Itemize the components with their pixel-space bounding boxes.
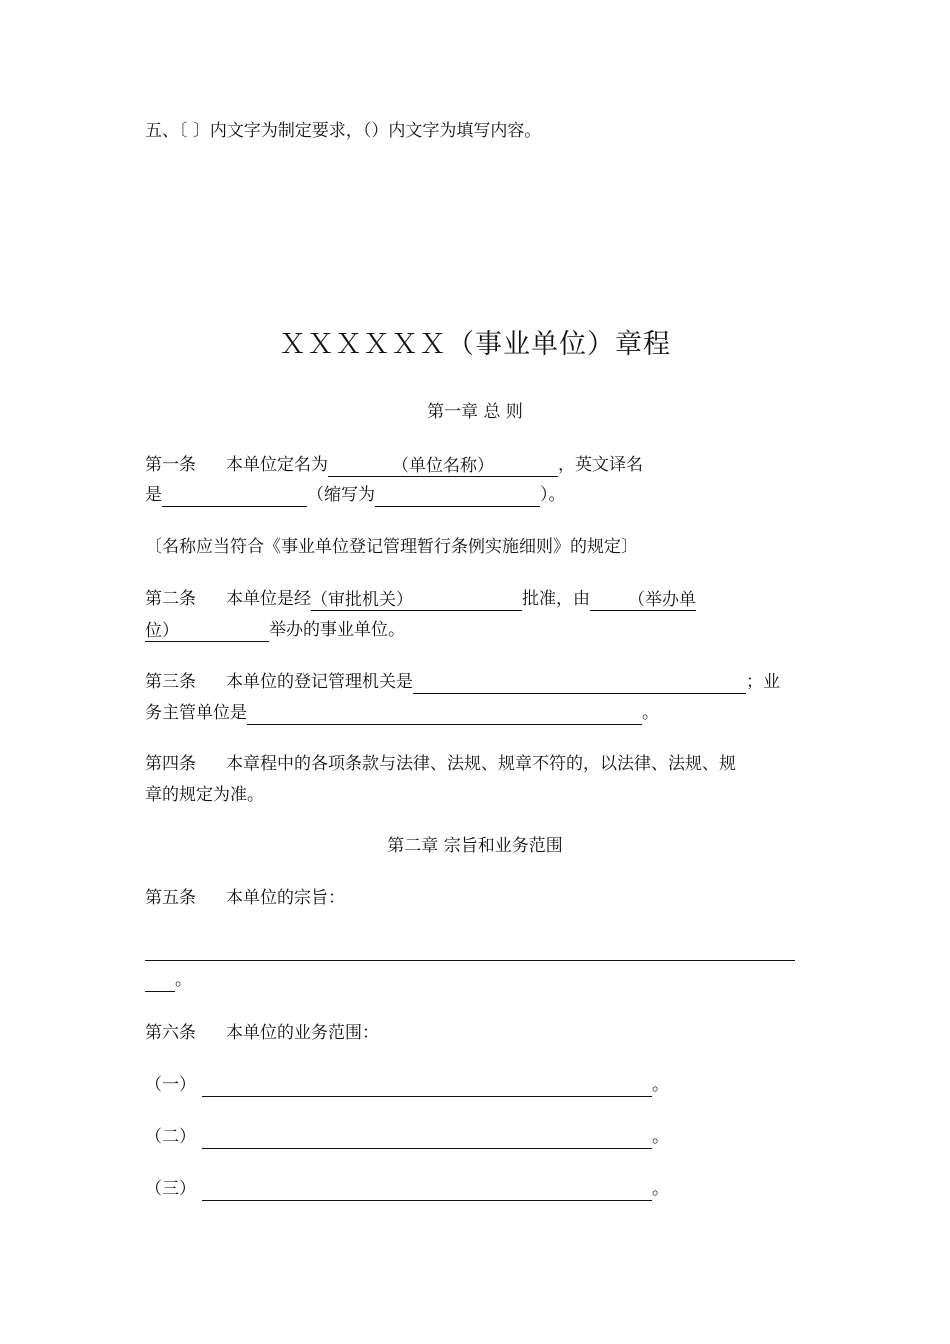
article-text: 本章程中的各项条款与法律、法规、规章不符的，以法律、法规、规 xyxy=(226,754,736,774)
unit-name-hint: （单位名称） xyxy=(392,456,494,476)
article-text: 。 xyxy=(652,1127,669,1147)
chapter-heading-2: 第二章 宗旨和业务范围 xyxy=(387,836,563,856)
sponsor-field-continued[interactable] xyxy=(145,619,269,642)
article-text: 本单位的业务范围： xyxy=(226,1023,379,1043)
instruction-note: 五、〔 〕内文字为制定要求，（）内文字为填写内容。 xyxy=(145,121,542,141)
article-number: 第六条 xyxy=(145,1023,196,1043)
purpose-field[interactable] xyxy=(145,960,795,961)
article-text: 本单位的登记管理机关是 xyxy=(226,672,413,692)
purpose-field-continued[interactable] xyxy=(145,969,175,992)
registration-authority-field[interactable] xyxy=(413,671,746,694)
approval-authority-hint: （审批机关） xyxy=(311,590,413,610)
english-name-field[interactable] xyxy=(162,484,307,507)
article-1-line-1 xyxy=(145,453,643,477)
article-2-line-1 xyxy=(145,587,696,611)
item-number: （二） xyxy=(145,1127,196,1147)
article-text: 本单位是经 xyxy=(226,589,311,609)
approval-authority-field[interactable] xyxy=(311,588,522,611)
article-5-line-2 xyxy=(145,968,192,992)
requirement-note: 〔名称应当符合《事业单位登记管理暂行条例实施细则》的规定〕 xyxy=(145,537,638,557)
article-text: 。 xyxy=(652,1179,669,1199)
article-text: ；业 xyxy=(746,672,780,692)
supervising-unit-field[interactable] xyxy=(247,702,642,725)
article-text: ，英文译名 xyxy=(558,455,643,475)
article-4-line-1 xyxy=(145,752,736,776)
article-text: 。 xyxy=(652,1075,669,1095)
article-2-line-2 xyxy=(145,618,405,642)
sponsor-hint: 位） xyxy=(145,621,179,641)
article-text: 批准，由 xyxy=(522,589,590,609)
sponsor-field[interactable] xyxy=(590,588,696,611)
sponsor-hint: （举办单 xyxy=(628,590,696,610)
article-6-line-1 xyxy=(145,1021,379,1045)
item-number: （一） xyxy=(145,1075,196,1095)
article-text: 举办的事业单位。 xyxy=(269,620,405,640)
business-item-3 xyxy=(145,1177,669,1201)
article-number: 第一条 xyxy=(145,455,196,475)
business-item-1 xyxy=(145,1073,669,1097)
article-text: （缩写为 xyxy=(307,485,375,505)
article-text: 本单位的宗旨： xyxy=(226,888,345,908)
business-item-2-field[interactable] xyxy=(202,1126,652,1149)
chapter-heading-1: 第一章 总 则 xyxy=(427,402,523,422)
article-number: 第三条 xyxy=(145,672,196,692)
article-number: 第五条 xyxy=(145,888,196,908)
article-number: 第四条 xyxy=(145,754,196,774)
article-text: 务主管单位是 xyxy=(145,703,247,723)
article-1-line-2 xyxy=(145,483,566,507)
business-item-1-field[interactable] xyxy=(202,1074,652,1097)
article-text: 。 xyxy=(175,970,192,990)
article-4-line-2: 章的规定为准。 xyxy=(145,785,264,805)
article-number: 第二条 xyxy=(145,589,196,609)
article-3-line-2 xyxy=(145,701,659,725)
abbreviation-field[interactable] xyxy=(375,484,540,507)
article-text: ）。 xyxy=(540,485,566,505)
article-text: 本单位定名为 xyxy=(226,455,328,475)
document-title: ＸＸＸＸＸＸ（事业单位）章程 xyxy=(279,329,671,360)
business-item-3-field[interactable] xyxy=(202,1178,652,1201)
article-text: 是 xyxy=(145,485,162,505)
article-5-line-1 xyxy=(145,886,345,910)
unit-name-field[interactable] xyxy=(328,454,558,477)
article-3-line-1 xyxy=(145,670,780,694)
business-item-2 xyxy=(145,1125,669,1149)
article-text: 。 xyxy=(642,703,659,723)
item-number: （三） xyxy=(145,1179,196,1199)
